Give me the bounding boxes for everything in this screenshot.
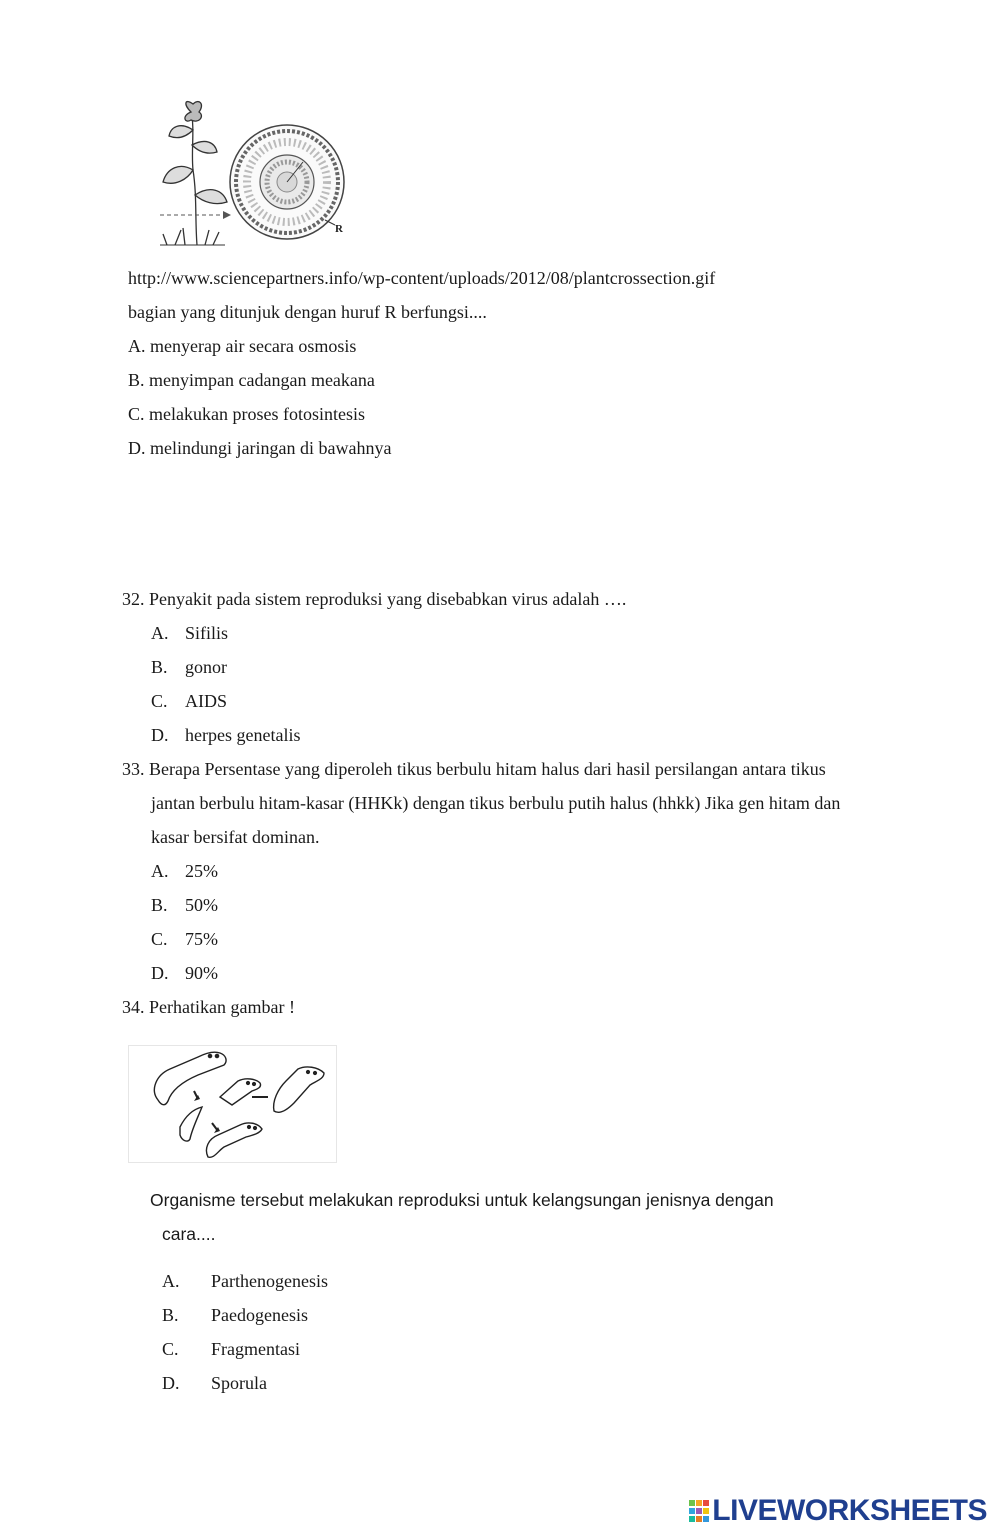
option-letter: D.	[151, 963, 169, 983]
option-text: Fragmentasi	[211, 1339, 300, 1359]
q33-question-line-1: 33. Berapa Persentase yang diperoleh tikus berbulu hitam halus dari hasil persilangan antara tikus	[122, 759, 826, 779]
option-letter: D.	[151, 725, 169, 745]
q34-prompt-line-1: Organisme tersebut melakukan reproduksi untuk kelangsungan jenisnya dengan	[150, 1190, 774, 1210]
option-text: AIDS	[185, 691, 228, 711]
q31-option-c[interactable]: C. melakukan proses fotosintesis	[128, 404, 365, 424]
option-text: herpes genetalis	[185, 725, 301, 745]
option-text: Sifilis	[185, 623, 229, 643]
option-text: 25%	[185, 861, 218, 881]
brand-name: LIVEWORKSHEETS	[712, 1494, 987, 1527]
option-letter: B.	[162, 1305, 179, 1325]
option-text: 75%	[185, 929, 218, 949]
planarian-fragmentation-figure	[128, 1045, 337, 1163]
option-letter: B.	[151, 657, 168, 677]
option-text: Parthenogenesis	[211, 1271, 328, 1291]
option-letter: A.	[162, 1271, 180, 1291]
liveworksheets-logo	[688, 1494, 987, 1528]
q31-option-b[interactable]: B. menyimpan cadangan meakana	[128, 370, 375, 390]
q33-question-line-2: jantan berbulu hitam-kasar (HHKk) dengan tikus berbulu putih halus (hhkk) Jika gen hitam dan	[151, 793, 841, 813]
q34-question: 34. Perhatikan gambar !	[122, 997, 295, 1017]
plant-cross-section-figure	[155, 100, 355, 250]
option-letter: C.	[151, 691, 168, 711]
option-letter: C.	[162, 1339, 179, 1359]
option-text: Paedogenesis	[211, 1305, 308, 1325]
option-letter: A.	[151, 623, 169, 643]
source-url: http://www.sciencepartners.info/wp-content/uploads/2012/08/plantcrossection.gif	[128, 268, 716, 288]
q33-question-line-3: kasar bersifat dominan.	[151, 827, 320, 847]
figure-label-r: R	[335, 223, 343, 235]
q32-question: 32. Penyakit pada sistem reproduksi yang disebabkan virus adalah ….	[122, 589, 627, 609]
option-letter: B.	[151, 895, 168, 915]
q34-prompt-line-2: cara....	[162, 1224, 216, 1244]
liveworksheets-logo-icon	[688, 1498, 710, 1524]
option-text: 50%	[185, 895, 218, 915]
option-letter: C.	[151, 929, 168, 949]
q31-option-d[interactable]: D. melindungi jaringan di bawahnya	[128, 438, 392, 458]
option-text: 90%	[185, 963, 218, 983]
q31-option-a[interactable]: A. menyerap air secara osmosis	[128, 336, 357, 356]
option-letter: D.	[162, 1373, 180, 1393]
option-letter: A.	[151, 861, 169, 881]
option-text: Sporula	[211, 1373, 267, 1393]
q31-question: bagian yang ditunjuk dengan huruf R berfungsi....	[128, 302, 487, 322]
option-text: gonor	[185, 657, 227, 677]
